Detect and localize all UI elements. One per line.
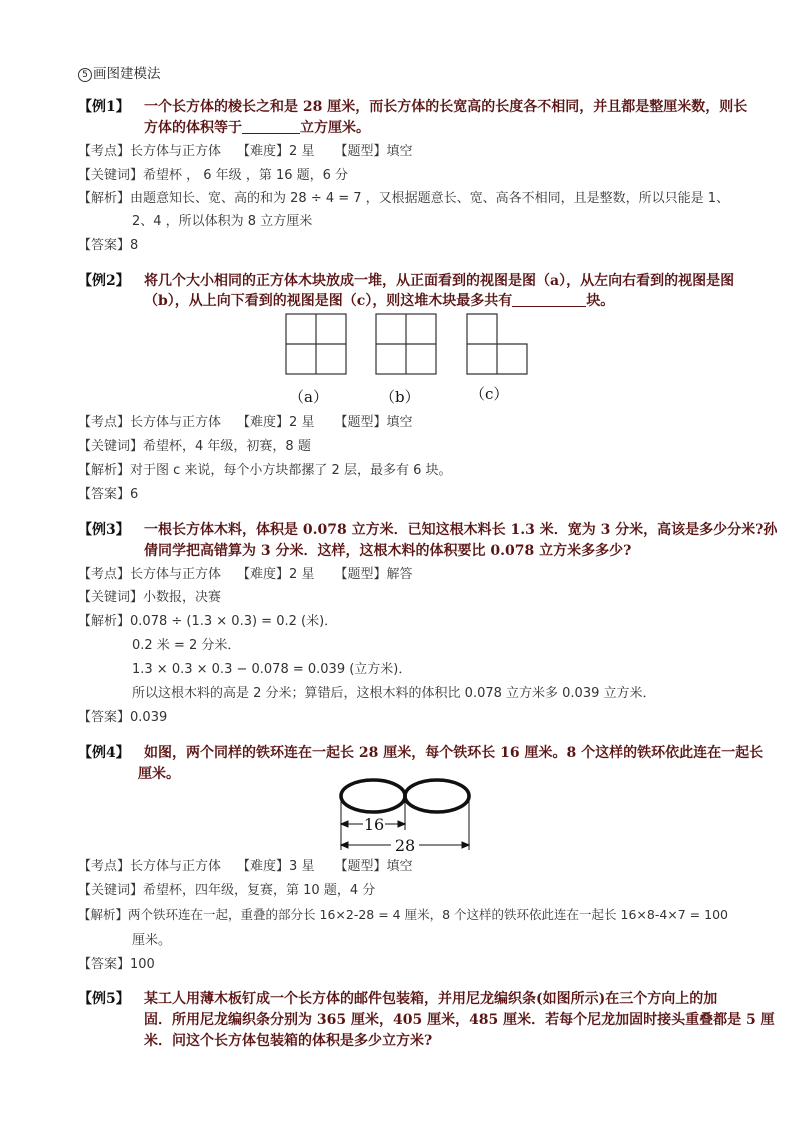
example-3-analysis3: 1.3 × 0.3 × 0.3 − 0.078 = 0.039 (立方米)．	[132, 662, 412, 677]
kaodian-value: 长方体与正方体	[130, 144, 222, 159]
ring-right	[405, 780, 469, 812]
example-5-text1: 某工人用薄木板钉成一个长方体的邮件包装箱，并用尼龙编织条(如图所示)在三个方向上的加	[144, 991, 718, 1007]
example-1-analysis2: 2、4 ，所以体积为 8 立方厘米	[132, 214, 313, 229]
example-2-answer	[78, 483, 138, 502]
label-analysis: 【解析】	[78, 463, 131, 478]
label-tixing: 【题型】	[334, 567, 387, 582]
label-keywords: 【关键词】	[78, 590, 144, 605]
example-2-line2	[144, 290, 614, 310]
label-tixing: 【题型】	[334, 859, 387, 874]
label-nandu: 【难度】	[237, 567, 290, 582]
example-2-meta	[78, 411, 412, 430]
nandu-value: 2 星	[289, 567, 315, 582]
example-3-analysis2: 0.2 米 = 2 分米．	[132, 638, 241, 653]
example-1-line2	[144, 117, 370, 137]
nandu-value: 3 星	[289, 859, 315, 874]
label-keywords: 【关键词】	[78, 439, 144, 454]
nandu-value: 2 星	[289, 415, 315, 430]
example-3-answer	[78, 706, 167, 725]
analysis-line1: 对于图 c 来说，每个小方块都摞了 2 层，最多有 6 块。	[130, 463, 452, 478]
label-kaodian: 【考点】	[78, 859, 131, 874]
label-answer: 【答案】	[78, 957, 131, 972]
example-4-analysis	[78, 905, 728, 923]
keywords-value: 希望杯，4 年级，初赛，8 题	[143, 439, 311, 454]
tixing-value: 解答	[386, 567, 413, 582]
keywords-value: 希望杯，四年级，复赛，第 10 题，4 分	[143, 883, 376, 898]
label-kaodian: 【考点】	[78, 415, 131, 430]
analysis-line1: 0.078 ÷ (1.3 × 0.3) = 0.2 (米)．	[130, 614, 338, 629]
view-figures	[284, 312, 534, 376]
keywords-value: 希望杯 ， 6 年级 ，第 16 题，6 分	[143, 168, 349, 183]
figure-c-label: （c）	[470, 385, 509, 403]
example-2-tag: 【例2】	[78, 273, 130, 289]
figure-a-label: （a）	[289, 388, 328, 406]
answer-value: 0.039	[130, 710, 168, 725]
example-2-keywords	[78, 435, 311, 454]
label-kaodian: 【考点】	[78, 567, 131, 582]
example-2-line1	[78, 270, 734, 290]
example-4-tag: 【例4】	[78, 745, 130, 761]
example-3-line1	[78, 519, 777, 539]
example-3-analysis4: 所以这根木料的高是 2 分米；算错后，这根木料的体积比 0.078 立方米多 0.039 立方米．	[132, 686, 656, 701]
example-4-meta	[78, 855, 412, 874]
analysis-line1: 两个铁环连在一起，重叠的部分长 16×2-28 = 4 厘米，8 个这样的铁环依此连在一起长 16×8-4×7 = 100	[128, 907, 728, 922]
label-kaodian: 【考点】	[78, 144, 131, 159]
example-2-analysis	[78, 459, 452, 478]
example-3-tag: 【例3】	[78, 522, 130, 538]
section-title: 画图建模法	[93, 66, 161, 82]
figure-a-grid	[286, 314, 346, 374]
label-keywords: 【关键词】	[78, 168, 144, 183]
dimension-label-28: 28	[394, 836, 416, 854]
example-1-keywords	[78, 164, 348, 183]
example-1-answer	[78, 234, 138, 253]
example-3-meta	[78, 563, 412, 582]
example-3-keywords	[78, 586, 221, 605]
label-nandu: 【难度】	[237, 415, 290, 430]
kaodian-value: 长方体与正方体	[130, 567, 222, 582]
label-tixing: 【题型】	[334, 415, 387, 430]
keywords-value: 小数报，决赛	[143, 590, 222, 605]
example-2-text2a: （b），从上向下看到的视图是图（c），则这堆木块最多共有	[144, 293, 513, 309]
section-number: 5	[78, 68, 92, 82]
answer-blank	[242, 119, 300, 134]
label-tixing: 【题型】	[334, 144, 387, 159]
example-1-text1: 一个长方体的棱长之和是 28 厘米，而长方体的长宽高的长度各不相同，并且都是整厘米数，则长	[144, 99, 748, 115]
example-1-text2a: 方体的体积等于	[144, 120, 242, 136]
example-4-line2: 厘米。	[138, 766, 180, 782]
tixing-value: 填空	[386, 144, 413, 159]
figure-b-grid	[376, 314, 436, 374]
example-3-text1: 一根长方体木料，体积是 0.078 立方米．已知这根木料长 1.3 米．宽为 3 分米，高该是多少分米?孙	[144, 522, 778, 538]
example-1-tag: 【例1】	[78, 99, 130, 115]
section-header	[78, 62, 161, 82]
label-keywords: 【关键词】	[78, 883, 144, 898]
example-2-text1: 将几个大小相同的正方体木块放成一堆，从正面看到的视图是图（a），从左向右看到的视图是图	[144, 273, 735, 289]
example-5-line1	[78, 988, 717, 1008]
figure-b-label: （b）	[380, 388, 420, 406]
analysis-line1: 由题意知长、宽、高的和为 28 ÷ 4 = 7 ，又根据题意长、宽、高各不相同，且是整数，所以只能是 1、	[130, 191, 730, 206]
example-4-text1: 如图，两个同样的铁环连在一起长 28 厘米，每个铁环长 16 厘米。8 个这样的铁环依此连在一起长	[144, 745, 764, 761]
ring-left	[341, 780, 405, 812]
rings-figure	[335, 774, 477, 854]
kaodian-value: 长方体与正方体	[130, 415, 222, 430]
example-4-keywords	[78, 879, 375, 898]
label-analysis: 【解析】	[78, 614, 131, 629]
figure-c-grid	[467, 314, 527, 374]
example-2-text2b: 块。	[586, 293, 615, 309]
example-1-text2b: 立方厘米。	[300, 120, 370, 136]
example-1-line1	[78, 96, 747, 116]
kaodian-value: 长方体与正方体	[130, 859, 222, 874]
label-answer: 【答案】	[78, 238, 131, 253]
label-analysis: 【解析】	[78, 907, 129, 922]
label-nandu: 【难度】	[237, 859, 290, 874]
tixing-value: 填空	[386, 859, 413, 874]
nandu-value: 2 星	[289, 144, 315, 159]
example-4-analysis2: 厘米。	[132, 933, 172, 948]
example-5-line2: 固．所用尼龙编织条分别为 365 厘米，405 厘米，485 厘米．若每个尼龙加固时接头重叠都是 5 厘	[144, 1012, 775, 1028]
label-answer: 【答案】	[78, 710, 131, 725]
example-3-analysis	[78, 610, 337, 629]
answer-value: 6	[130, 487, 139, 502]
answer-value: 100	[130, 957, 155, 972]
example-3-line2: 倩同学把高错算为 3 分米．这样，这根木料的体积要比 0.078 立方米多多少?	[144, 543, 632, 559]
example-5-line3: 米．问这个长方体包装箱的体积是多少立方米?	[144, 1033, 433, 1049]
label-answer: 【答案】	[78, 487, 131, 502]
label-nandu: 【难度】	[237, 144, 290, 159]
example-4-answer	[78, 953, 155, 972]
label-analysis: 【解析】	[78, 191, 131, 206]
dimension-label-16: 16	[363, 815, 385, 834]
example-5-tag: 【例5】	[78, 991, 130, 1007]
tixing-value: 填空	[386, 415, 413, 430]
example-1-meta	[78, 140, 412, 159]
example-4-line1	[78, 742, 763, 762]
example-1-analysis	[78, 187, 729, 206]
answer-blank	[512, 292, 586, 307]
answer-value: 8	[130, 238, 139, 253]
